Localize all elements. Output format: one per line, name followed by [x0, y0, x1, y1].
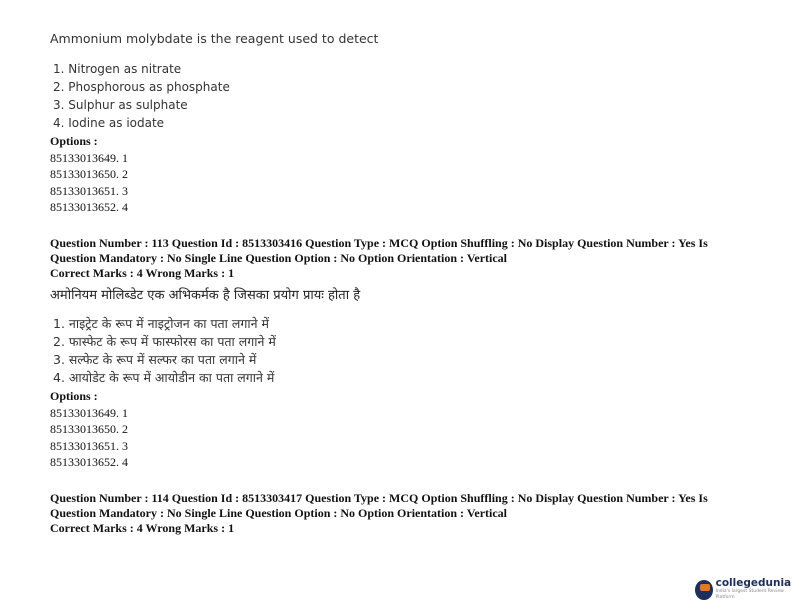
question-text-hindi: अमोनियम मोलिब्डेट एक अभिकर्मक है जिसका प्रयोग प्रायः होता है	[50, 288, 361, 303]
logo-tagline: India's largest Student Review Platform	[715, 589, 784, 600]
collegedunia-logo	[695, 578, 792, 601]
logo-name: collegedunia	[715, 577, 792, 589]
option-id: 85133013650. 2	[50, 167, 128, 181]
option-ids-block	[50, 388, 128, 471]
meta-line: Question Number : 113 Question Id : 8513303416 Question Type : MCQ Option Shuffling : No Display Question Number : Yes Is	[50, 236, 708, 250]
options-header: Options :	[50, 389, 98, 403]
option-item: 3. सल्फेट के रूप में सल्फर का पता लगाने में	[53, 352, 257, 367]
meta-line: Question Mandatory : No Single Line Question Option : No Option Orientation : Vertical	[50, 506, 508, 520]
meta-line: Question Mandatory : No Single Line Question Option : No Option Orientation : Vertical	[50, 251, 508, 265]
meta-line: Correct Marks : 4 Wrong Marks : 1	[50, 266, 235, 280]
option-id: 85133013652. 4	[50, 200, 128, 214]
option-item: 4. Iodine as iodate	[53, 116, 165, 130]
meta-line: Question Number : 114 Question Id : 8513303417 Question Type : MCQ Option Shuffling : No Display Question Number : Yes Is	[50, 491, 708, 505]
option-list-hindi	[53, 315, 276, 387]
question-text: Ammonium molybdate is the reagent used to detect	[50, 31, 379, 46]
option-item: 2. Phosphorous as phosphate	[53, 80, 230, 94]
option-ids-block	[50, 133, 128, 216]
option-id: 85133013650. 2	[50, 422, 128, 436]
option-id: 85133013651. 3	[50, 183, 128, 198]
graduate-cap-icon	[695, 580, 713, 600]
option-item: 1. नाइट्रेट के रूप में नाइट्रोजन का पता लगाने में	[53, 316, 270, 331]
option-id: 85133013651. 3	[50, 438, 128, 453]
option-id: 85133013649. 1	[50, 405, 128, 420]
question-meta	[50, 491, 750, 536]
option-id: 85133013649. 1	[50, 150, 128, 165]
option-item: 3. Sulphur as sulphate	[53, 98, 188, 112]
option-item: 4. आयोडेट के रूप में आयोडीन का पता लगाने में	[53, 370, 275, 385]
question-meta	[50, 236, 750, 281]
meta-line: Correct Marks : 4 Wrong Marks : 1	[50, 521, 235, 535]
option-item: 1. Nitrogen as nitrate	[53, 62, 182, 76]
option-list	[53, 60, 230, 132]
options-header: Options :	[50, 134, 98, 148]
option-id: 85133013652. 4	[50, 455, 128, 469]
option-item: 2. फास्फेट के रूप में फास्फोरस का पता लगाने में	[53, 334, 276, 349]
